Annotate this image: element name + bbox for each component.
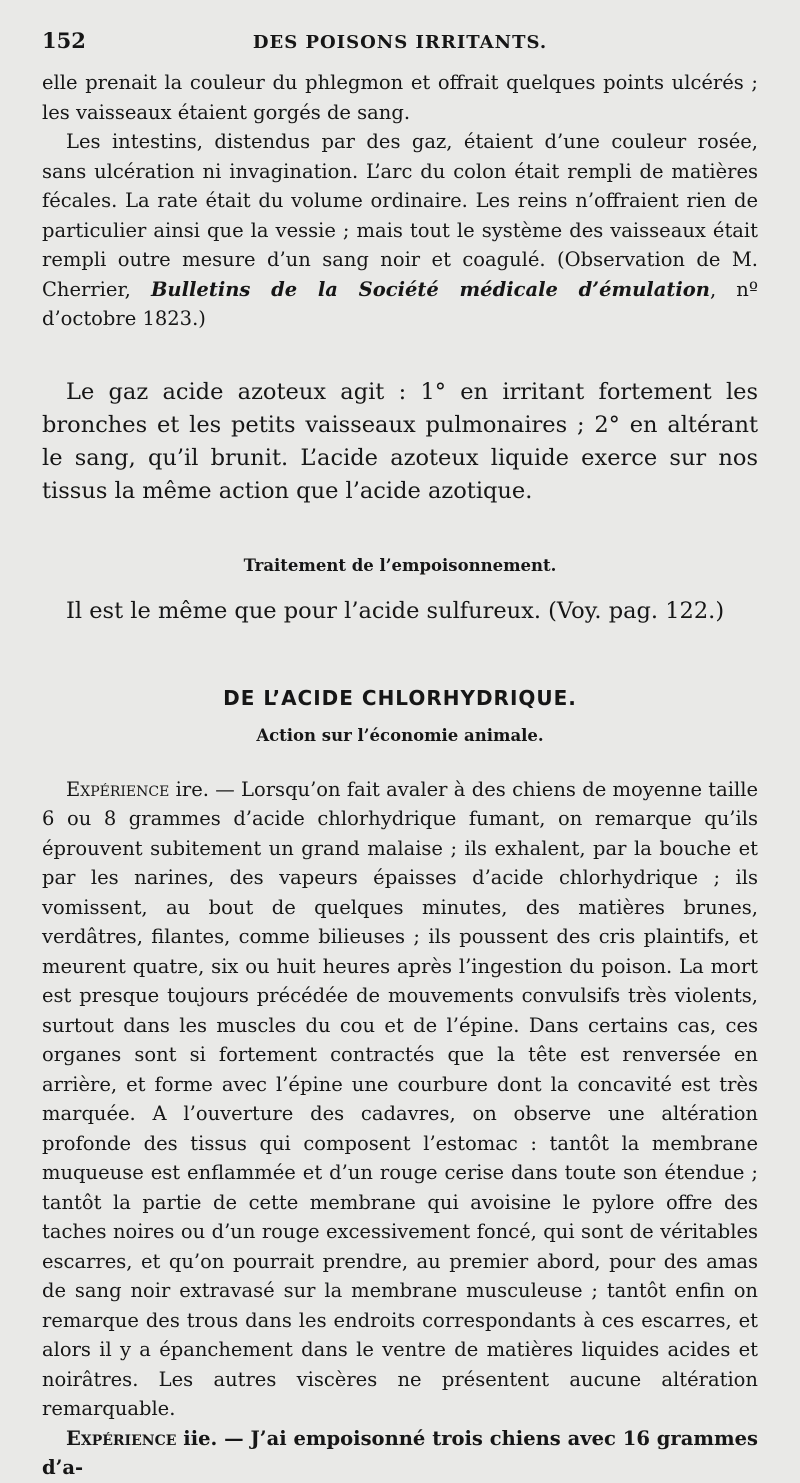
running-head: DES POISONS IRRITANTS. [252,32,548,53]
journal-title: Bulletins de la Société médicale d’émulation [150,277,710,301]
experience-label: Expérience [66,777,170,801]
paragraph-treatment: Il est le même que pour l’acide sulfureux. (Voy. pag. 122.) [66,597,725,624]
section-title-treatment: Traitement de l’empoisonnement. [243,555,557,575]
observation-text: Les intestins, distendus par des gaz, étaient d’une couleur rosée, sans ulcération ni invagination. L’arc du colon était rempli de matières fécales. La rate était du volume ordinaire. Les reins n’offraient rien de particulier ainsi que la vessie ; mais tout le système des vaisseaux était rempli outre mesure d’un sang noir et coagulé. (Observation de M. Cherrier, [42,130,758,301]
observation-citation-end: , nº d’octobre 1823.) [42,277,759,330]
chapter-title: DE L’ACIDE CHLORHYDRIQUE. [223,685,577,710]
paragraph-continuation: elle prenait la couleur du phlegmon et offrait quelques points ulcérés ; les vaisseaux étaient gorgés de sang. [42,71,758,124]
paragraph-observation [42,127,758,334]
paragraph-experience-1 [42,775,758,1424]
experience-number: ire. [175,777,209,801]
page-header [42,28,758,68]
experience-number: iie. [183,1426,218,1450]
paragraph-experience-2 [42,1424,758,1483]
experience-text: — Lorsqu’on fait avaler à des chiens de moyenne taille 6 ou 8 grammes d’acide chlorhydrique fumant, on remarque qu’ils éprouvent subitement un grand malaise ; ils exhalent, par la bouche et par les narines, des vapeurs épaisses d’acide chlorhydrique ; ils vomissent, au bout de quelques minutes, des matières brunes, verdâtres, filantes, comme bilieuses ; ils poussent des cris plaintifs, et meurent quatre, six ou huit heures après l’ingestion du poison. La mort est presque toujours précédée de mouvements convulsifs très violents, surtout dans les muscles du cou et de l’épine. Dans certains cas, ces organes sont si fortement contractés que la tête est renversée en arrière, et forme avec l’épine une courbure dont la concavité est très marquée. A l’ouverture des cadavres, on observe une altération profonde des tissus qui composent l’estomac : tantôt la membrane muqueuse est enflammée et d’un rouge cerise dans toute son étendue ; tantôt la partie de cette membrane qui avoisine le pylore offre des taches noires ou d’un rouge excessivement foncé, qui sont de véritables escarres, et qu’on pourrait prendre, au premier abord, pour des amas de sang noir extravasé sur la membrane musculeuse ; tantôt enfin on remarque des trous dans les endroits correspondants à ces escarres, et alors il y a épanchement dans le ventre de matières liquides acides et noirâtres. Les autres viscères ne présentent aucune altération remarquable. [42,777,758,1420]
page-number: 152 [42,28,86,53]
chapter-subtitle: Action sur l’économie animale. [256,725,544,745]
experience-text: — J’ai empoisonné trois chiens avec 16 grammes d’a- [42,1426,758,1479]
experience-label: Expérience [66,1426,177,1450]
paragraph-action-summary: Le gaz acide azoteux agit : 1° en irritant fortement les bronches et les petits vaisseaux pulmonaires ; 2° en altérant le sang, qu’il brunit. L’acide azoteux liquide exerce sur nos tissus la même action que l’acide azotique. [42,378,758,504]
